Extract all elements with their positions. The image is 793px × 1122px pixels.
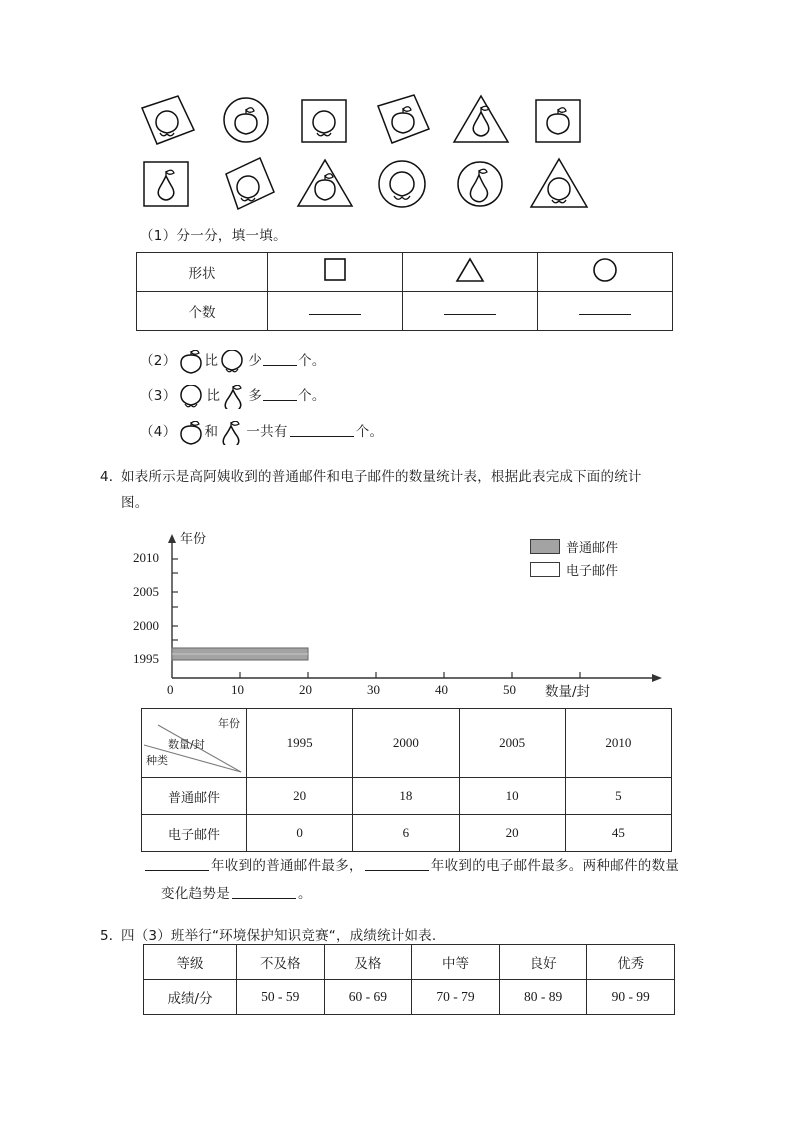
count-blank-square[interactable] (268, 292, 403, 331)
table-row (137, 253, 673, 292)
q3-part2-suffix: 个。 (298, 353, 326, 369)
legend-label: 电子邮件 (566, 564, 619, 579)
grade-col-pass: 及格 (324, 945, 412, 980)
corner-label-year: 年份 (218, 717, 240, 730)
q3-part2-verb: 少 (248, 353, 263, 369)
chart-xtick-40: 40 (435, 682, 448, 697)
count-row-header: 个数 (137, 292, 268, 331)
chart-xtick-20: 20 (299, 682, 312, 697)
q4-number: 4． (100, 469, 123, 485)
mail-statistics-table (141, 708, 672, 852)
answer-blank[interactable] (232, 885, 296, 899)
answer-blank[interactable] (309, 303, 361, 315)
score-col-fail: 50 - 59 (237, 980, 325, 1015)
fruit-shape-item (136, 92, 202, 150)
q4-answer-text1: 年收到的普通邮件最多， (211, 858, 363, 874)
q3-part2-line (140, 350, 326, 380)
row-label-email: 电子邮件 (142, 815, 247, 852)
score-col-medium: 70 - 79 (412, 980, 500, 1015)
row-label-score: 成绩/分 (144, 980, 237, 1015)
q4-stem-line1: 如表所示是高阿姨收到的普通邮件和电子邮件的数量统计表，根据此表完成下面的统计 (121, 469, 642, 485)
grade-col-medium: 中等 (412, 945, 500, 980)
q3-part3-verb: 多 (248, 388, 263, 404)
shape-count-table (136, 252, 673, 331)
triangle-icon (455, 257, 485, 283)
table-header-year-1995: 1995 (247, 709, 353, 778)
grade-col-good: 良好 (499, 945, 587, 980)
count-blank-triangle[interactable] (403, 292, 538, 331)
q4-answer-line2 (161, 884, 312, 904)
count-blank-circle[interactable] (538, 292, 673, 331)
q5-number: 5． (100, 928, 123, 944)
pear-icon (219, 421, 245, 451)
q3-part4-line (140, 421, 383, 451)
apple-icon (178, 421, 204, 451)
fruit-shape-item (370, 92, 436, 150)
chart-ytick-2000: 2000 (133, 618, 159, 633)
answer-blank[interactable] (263, 387, 297, 401)
q3-part3-line (140, 385, 326, 415)
answer-blank[interactable] (145, 857, 209, 871)
mail-statistics-chart (133, 528, 696, 700)
chart-xtick-10: 10 (231, 682, 244, 697)
chart-ytick-2010: 2010 (133, 550, 159, 565)
score-col-excellent: 90 - 99 (587, 980, 675, 1015)
q3-part4-verb: 一共有 (246, 424, 288, 440)
table-header-year-2005: 2005 (459, 709, 565, 778)
table-corner-diagonal-header (142, 709, 247, 778)
table-header-year-2000: 2000 (353, 709, 459, 778)
table-header-year-2010: 2010 (565, 709, 671, 778)
fruit-shape-item (292, 92, 358, 150)
fruit-shape-item (292, 156, 358, 214)
q3-part3-suffix: 个。 (298, 388, 326, 404)
q3-part4-prefix: （4） (140, 424, 177, 440)
fruit-shape-item (448, 156, 514, 214)
shape-cell-square (268, 253, 403, 292)
chart-ytick-1995: 1995 (133, 651, 159, 666)
q3-part2-prefix: （2） (140, 353, 177, 369)
cell-email-2005: 20 (459, 815, 565, 852)
answer-blank[interactable] (444, 303, 496, 315)
square-icon (322, 257, 348, 283)
q4-answer-text3: 变化趋势是 (161, 886, 230, 902)
q3-part3-prefix: （3） (140, 388, 177, 404)
q3-part4-mid: 和 (204, 424, 219, 440)
answer-blank[interactable] (579, 303, 631, 315)
fruit-shape-item (370, 156, 436, 214)
apple-icon (178, 350, 204, 380)
cell-ordinary-2010: 5 (565, 778, 671, 815)
cell-email-2010: 45 (565, 815, 671, 852)
chart-xtick-30: 30 (367, 682, 380, 697)
row-label-ordinary-mail: 普通邮件 (142, 778, 247, 815)
shape-row-header: 形状 (137, 253, 268, 292)
peach-icon (178, 385, 206, 415)
score-col-good: 80 - 89 (499, 980, 587, 1015)
fruit-shape-item (214, 92, 280, 150)
table-row (142, 778, 672, 815)
row-label-grade: 等级 (144, 945, 237, 980)
q5-stem: 四（3）班举行“环境保护知识竞赛“，成绩统计如表. (121, 928, 437, 944)
cell-email-2000: 6 (353, 815, 459, 852)
q3-part2-mid: 比 (204, 353, 219, 369)
answer-blank[interactable] (365, 857, 429, 871)
grade-col-excellent: 优秀 (587, 945, 675, 980)
shape-cell-circle (538, 253, 673, 292)
table-row (137, 292, 673, 331)
cell-ordinary-2005: 10 (459, 778, 565, 815)
peach-icon (219, 350, 247, 380)
q4-answer-text2: 年收到的电子邮件最多。两种邮件的数量 (430, 858, 680, 874)
score-col-pass: 60 - 69 (324, 980, 412, 1015)
corner-label-type: 种类 (146, 754, 168, 767)
fruit-shape-item (526, 156, 592, 214)
q4-answer-line1 (143, 856, 679, 876)
fruit-shape-grid (136, 92, 596, 214)
cell-ordinary-1995: 20 (247, 778, 353, 815)
cell-email-1995: 0 (247, 815, 353, 852)
table-row (142, 815, 672, 852)
grade-statistics-table (143, 944, 675, 1015)
q4-answer-text4: 。 (298, 886, 312, 902)
answer-blank[interactable] (290, 423, 354, 437)
chart-y-axis-title: 年份 (180, 532, 207, 547)
table-row (142, 709, 672, 778)
chart-xtick-50: 50 (503, 682, 516, 697)
q3-part4-suffix: 个。 (355, 424, 384, 440)
legend-label: 普通邮件 (566, 541, 619, 556)
corner-label-quantity: 数量/封 (168, 738, 205, 751)
chart-x-axis-title: 数量/封 (545, 684, 591, 700)
grade-col-fail: 不及格 (237, 945, 325, 980)
answer-blank[interactable] (263, 352, 297, 366)
chart-ytick-2005: 2005 (133, 584, 159, 599)
fruit-shape-item (526, 92, 592, 150)
fruit-shape-item (448, 92, 514, 150)
q4-stem-line2: 图。 (121, 495, 149, 511)
chart-xtick-0: 0 (167, 682, 174, 697)
circle-icon (592, 257, 618, 283)
table-row (144, 980, 675, 1015)
fruit-shape-item (136, 156, 202, 214)
pear-icon (221, 385, 247, 415)
cell-ordinary-2000: 18 (353, 778, 459, 815)
fruit-shape-item (214, 156, 280, 214)
q3-part1-label: （1）分一分，填一填。 (140, 228, 287, 244)
q3-part3-mid: 比 (206, 388, 221, 404)
shape-cell-triangle (403, 253, 538, 292)
table-row (144, 945, 675, 980)
